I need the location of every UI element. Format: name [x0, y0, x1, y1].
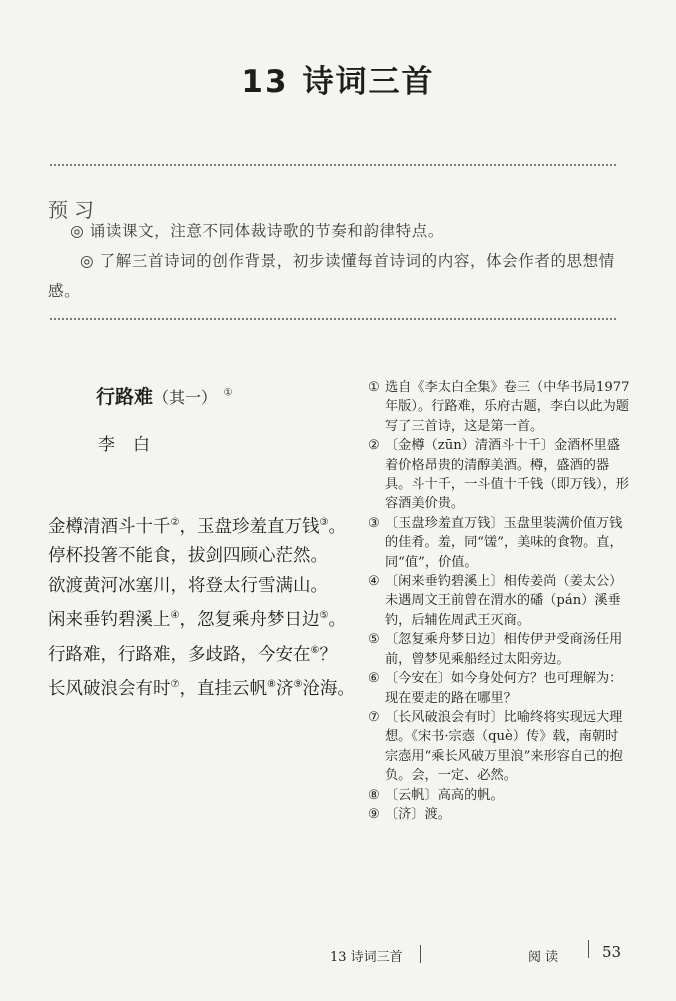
footnote-ref: ⑧	[266, 678, 276, 690]
poem-body	[48, 508, 355, 704]
poem-line: 行路难，行路难，多歧路，今安在⑥？	[48, 644, 337, 665]
footnote: ⑥ 〔今安在〕如今身处何方？也可理解为：现在要走的路在哪里？	[368, 671, 623, 706]
footnote-ref: ⑥	[310, 644, 320, 656]
footnote-ref: ①	[223, 387, 233, 399]
poem-line: 闲来垂钓碧溪上④，忽复乘舟梦日边⑤。	[48, 610, 346, 631]
footnote-ref: ④	[170, 610, 180, 622]
footer-divider	[420, 945, 421, 963]
lesson-number: 13	[241, 64, 289, 100]
footnote-ref: ⑨	[293, 678, 303, 690]
poem-title: 行路难（其一） ①	[96, 386, 233, 408]
poem-author: 李白	[98, 435, 168, 455]
footnote: ③ 〔玉盘珍羞直万钱〕玉盘里装满价值万钱的佳肴。羞，同“馐”，美味的食物。直，同“值”，价值。	[368, 515, 623, 570]
footer-lesson: 13 诗词三首	[330, 950, 403, 965]
preview-label: 预习	[48, 198, 100, 222]
bullet-icon: ◎	[80, 252, 95, 270]
footnote: ② 〔金樽（zūn）清酒斗十千〕金酒杯里盛着价格昂贵的清醇美酒。樽，盛酒的器具。斗十千，一斗值十千钱（即万钱），形容酒美价贵。	[368, 438, 629, 512]
footer-section: 阅读	[528, 950, 563, 965]
divider-bottom	[50, 318, 616, 320]
lesson-name: 诗词三首	[302, 64, 435, 100]
poem-line: 金樽清酒斗十千②，玉盘珍羞直万钱③。	[48, 516, 346, 537]
preview-item: ◎ 了解三首诗词的创作背景，初步读懂每首诗词的内容，体会作者的思想情感。	[48, 252, 615, 300]
footnote-ref: ⑤	[319, 610, 329, 622]
poem-subtitle: （其一）	[153, 388, 218, 407]
footnote: ⑧ 〔云帆〕高高的帆。	[368, 787, 504, 803]
footnote: ⑦ 〔长风破浪会有时〕比喻终将实现远大理想。《宋书·宗悫（què）传》载，南朝时宗悫用“乘长风破万里浪”来形容自己的抱负。会，一定、必然。	[368, 709, 623, 784]
poem-line: 停杯投箸不能食，拔剑四顾心茫然。	[48, 546, 328, 567]
footnote-ref: ②	[170, 517, 180, 528]
lesson-title	[0, 56, 676, 101]
preview-item: ◎ 诵读课文，注意不同体裁诗歌的节奏和韵律特点。	[70, 222, 444, 240]
divider-top	[50, 164, 616, 166]
footer-divider	[588, 940, 589, 958]
footnote: ⑨ 〔济〕渡。	[368, 806, 451, 822]
footnotes	[368, 378, 630, 824]
bullet-icon: ◎	[70, 222, 85, 240]
footnote-ref: ③	[319, 517, 329, 528]
poem-line: 欲渡黄河冰塞川，将登太行雪满山。	[48, 575, 328, 596]
page-number: 53	[602, 943, 622, 961]
footnote: ⑤ 〔忽复乘舟梦日边〕相传伊尹受商汤任用前，曾梦见乘船经过太阳旁边。	[368, 632, 623, 667]
footnote: ① 选自《李太白全集》卷三（中华书局1977年版）。行路难，乐府古题，李白以此为题写了三首诗，这是第一首。	[368, 380, 630, 434]
poem-line: 长风破浪会有时⑦，直挂云帆⑧济⑨沧海。	[48, 678, 355, 699]
footnote-ref: ⑦	[170, 678, 180, 690]
footnote: ④ 〔闲来垂钓碧溪上〕相传姜尚（姜太公）未遇周文王前曾在渭水的磻（pán）溪垂钓，后辅佐周武王灭商。	[368, 574, 623, 628]
